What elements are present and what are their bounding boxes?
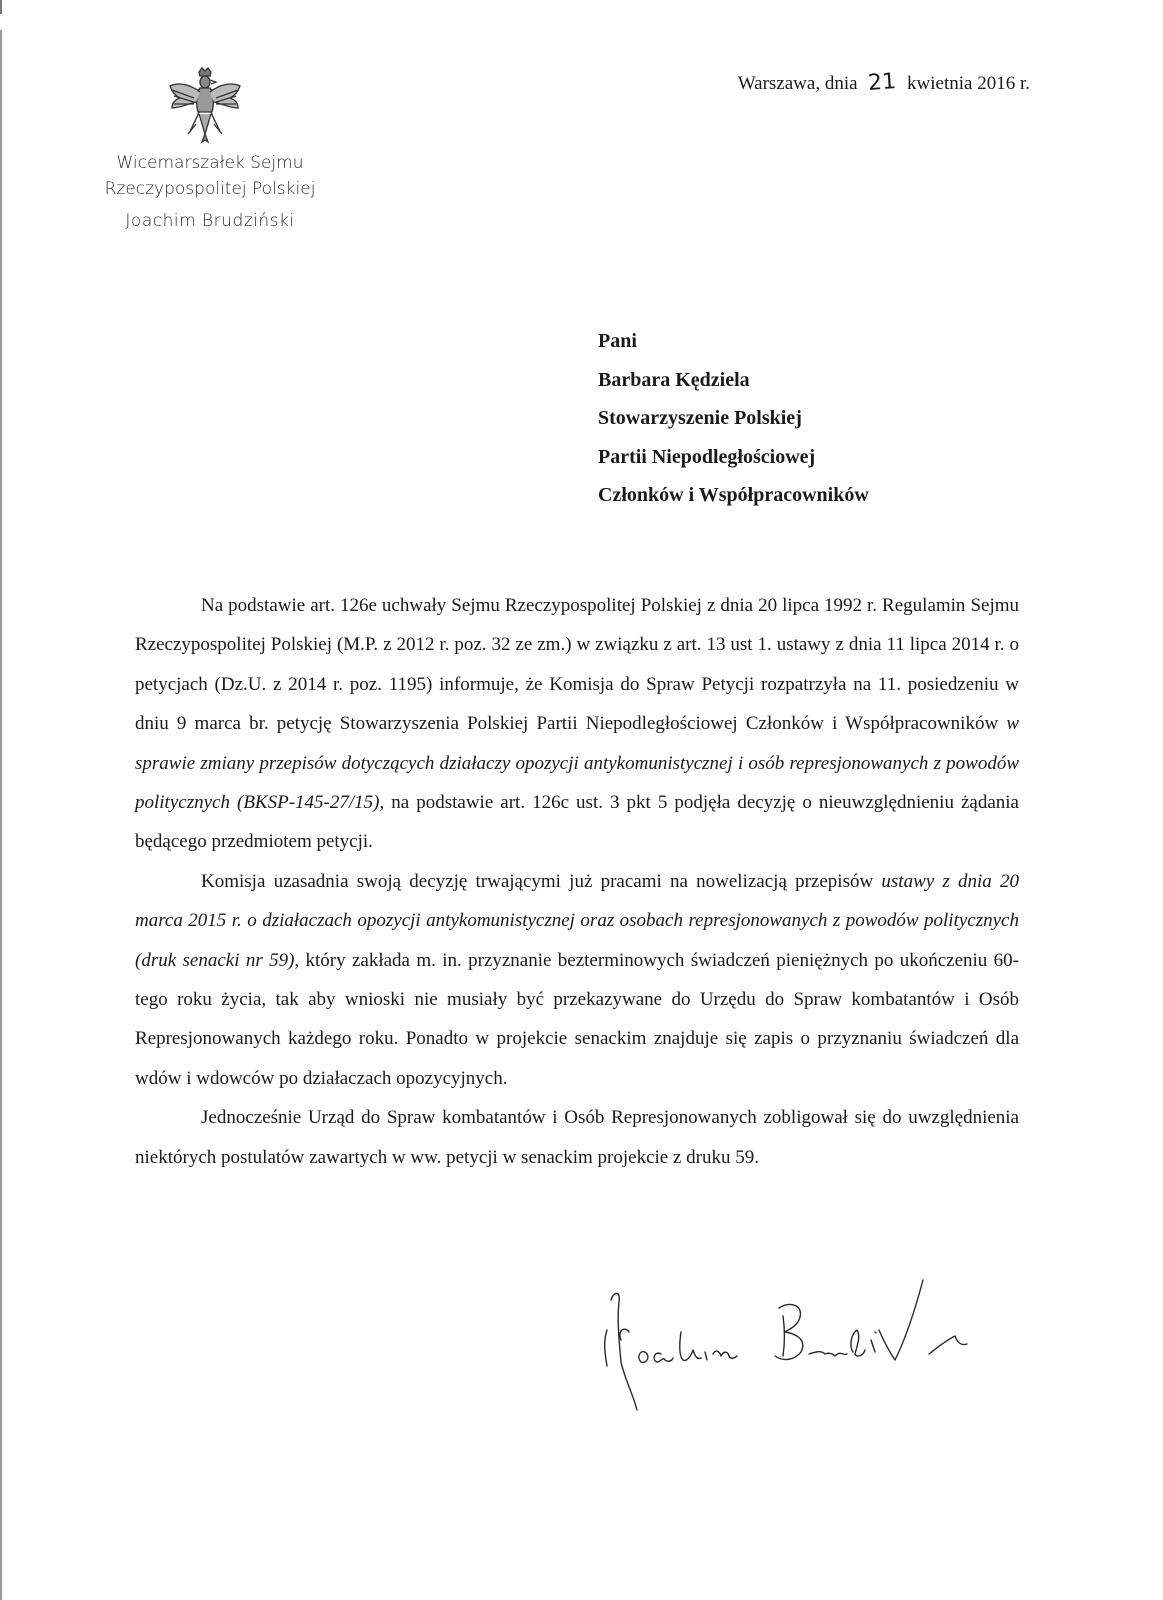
- date-suffix: kwietnia 2016 r.: [907, 73, 1030, 94]
- recipient-org-line2: Partii Niepodległościowej: [598, 445, 816, 468]
- recipient-org-line3: Członków i Współpracowników: [598, 484, 869, 506]
- recipient-block: [598, 322, 1078, 515]
- handwritten-signature-icon: [595, 1270, 995, 1420]
- body-paragraph-2: [135, 862, 1019, 1098]
- p2-italic-act: ustawy z dnia 20 marca 2015 r. o działaczach opozycji antykomunistycznej oraz osobach represjonowanych z powodów politycznych (druk senacki nr 59),: [135, 870, 1020, 971]
- body-paragraph-1: [135, 586, 1019, 862]
- sender-title-line1: Wicemarszałek Sejmu: [116, 153, 304, 173]
- p1-text-a: Na podstawie art. 126e uchwały Sejmu Rzeczypospolitej Polskiej z dnia 20 lipca 1992 r. Regulamin Sejmu Rzeczypospolitej Polskiej (M.P. z 2012 r. poz. 32 ze zm.) w związku z art. 13 ust 1. ustawy z dnia 11 lipca 2014 r. o petycjach (Dz.U. z 2014 r. poz. 1195) informuje, że Komisja do Spraw Petycji rozpatrzyła na 11. posiedzeniu w dniu 9 marca br. petycję Stowarzyszenia Polskiej Partii Niepodległościowej Członków i Współpracowników: [135, 595, 1019, 735]
- p1-text-b: na podstawie art. 126c ust. 3 pkt 5 podjęła decyzję o nieuwzględnieniu żądania będącego przedmiotem petycji.: [135, 792, 1019, 853]
- date-line: [0, 70, 1030, 95]
- body-paragraph-3: Jednocześnie Urząd do Spraw kombatantów i Osób Represjonowanych zobligował się do uwzględnienia niektórych postulatów zawartych w ww. petycji w senackim projekcie z druku 59.: [135, 1107, 1019, 1168]
- letter-body: [135, 586, 1019, 1177]
- scan-edge: [0, 0, 2, 1600]
- date-day-handwritten: 21: [867, 69, 898, 96]
- p1-italic-subject: w sprawie zmiany przepisów dotyczących działaczy opozycji antykomunistycznej i osób represjonowanych z powodów politycznych (BKSP-145-27/15),: [135, 713, 1019, 814]
- p2-text-b: który zakłada m. in. przyznanie bezterminowych świadczeń pieniężnych po ukończeniu 60-tego roku życia, tak aby wnioski nie musiały być przekazywane do Urzędu do Spraw kombatantów i Osób Represjonowanych każdego roku. Ponadto w projekcie senackim znajduje się zapis o przyznaniu świadczeń dla wdów i wdowców po działaczach opozycyjnych.: [135, 949, 1019, 1089]
- p2-text-a: Komisja uzasadnia swoją decyzję trwającymi już pracami na nowelizacją przepisów: [201, 870, 882, 892]
- date-prefix: Warszawa, dnia: [737, 73, 858, 94]
- recipient-name: Barbara Kędziela: [598, 368, 750, 391]
- sender-title-line2: Rzeczypospolitej Polskiej: [104, 179, 316, 199]
- recipient-salutation: Pani: [598, 330, 637, 352]
- sender-name: Joachim Brudziński: [125, 211, 295, 231]
- recipient-org-line1: Stowarzyszenie Polskiej: [598, 407, 802, 429]
- sender-block: [90, 150, 330, 234]
